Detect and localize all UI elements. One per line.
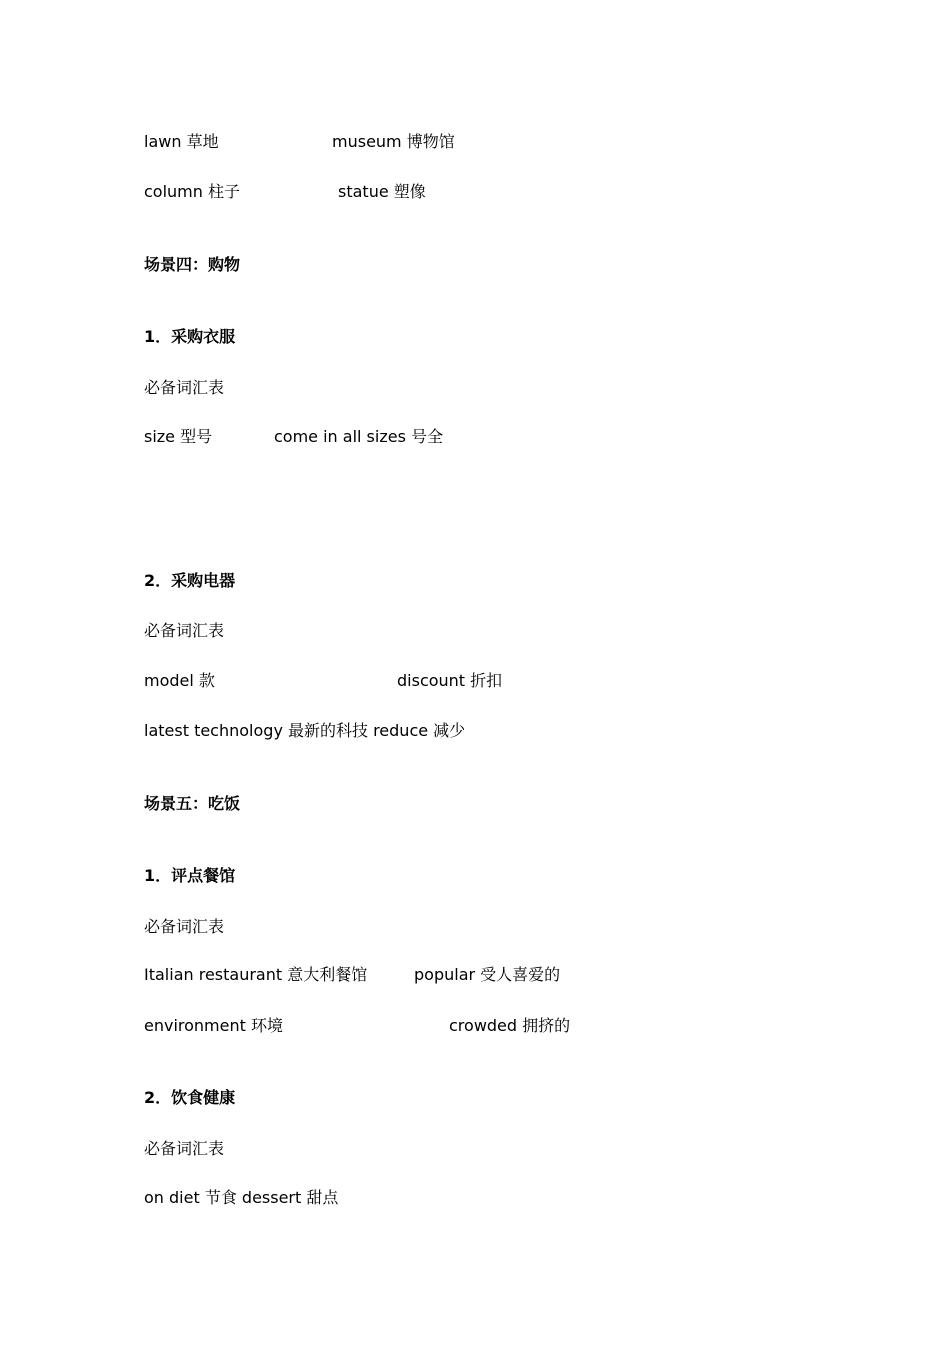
scene-four-heading: 场景四：购物 (144, 255, 241, 274)
scene-five-heading: 场景五：吃饭 (144, 794, 241, 813)
scene-four-part-1-heading: 1．采购衣服 (144, 327, 236, 346)
vocab-term-come-in-all-sizes: come in all sizes 号全 (274, 427, 444, 446)
vocab-row-latest-technology: latest technology 最新的科技 reduce 减少 (144, 721, 466, 740)
vocab-row-on-diet: on diet 节食 dessert 甜点 (144, 1188, 339, 1207)
vocab-list-label: 必备词汇表 (144, 917, 225, 936)
scene-five-part-2-heading: 2．饮食健康 (144, 1088, 236, 1107)
scene-five-part-1-heading: 1．评点餐馆 (144, 866, 236, 885)
vocab-term-statue: statue 塑像 (338, 182, 426, 201)
vocab-term-discount: discount 折扣 (397, 671, 503, 690)
vocab-list-label: 必备词汇表 (144, 378, 225, 397)
vocab-term-italian-restaurant: Italian restaurant 意大利餐馆 (144, 965, 368, 984)
scene-four-part-2-heading: 2．采购电器 (144, 571, 236, 590)
vocab-term-model: model 款 (144, 671, 215, 690)
vocab-term-popular: popular 受人喜爱的 (414, 965, 561, 984)
vocab-list-label: 必备词汇表 (144, 1139, 225, 1158)
vocab-term-size: size 型号 (144, 427, 213, 446)
vocab-list-label: 必备词汇表 (144, 621, 225, 640)
vocab-term-lawn: lawn 草地 (144, 132, 219, 151)
vocab-term-environment: environment 环境 (144, 1016, 283, 1035)
vocab-term-column: column 柱子 (144, 182, 240, 201)
vocab-term-crowded: crowded 拥挤的 (449, 1016, 571, 1035)
vocab-term-museum: museum 博物馆 (332, 132, 455, 151)
